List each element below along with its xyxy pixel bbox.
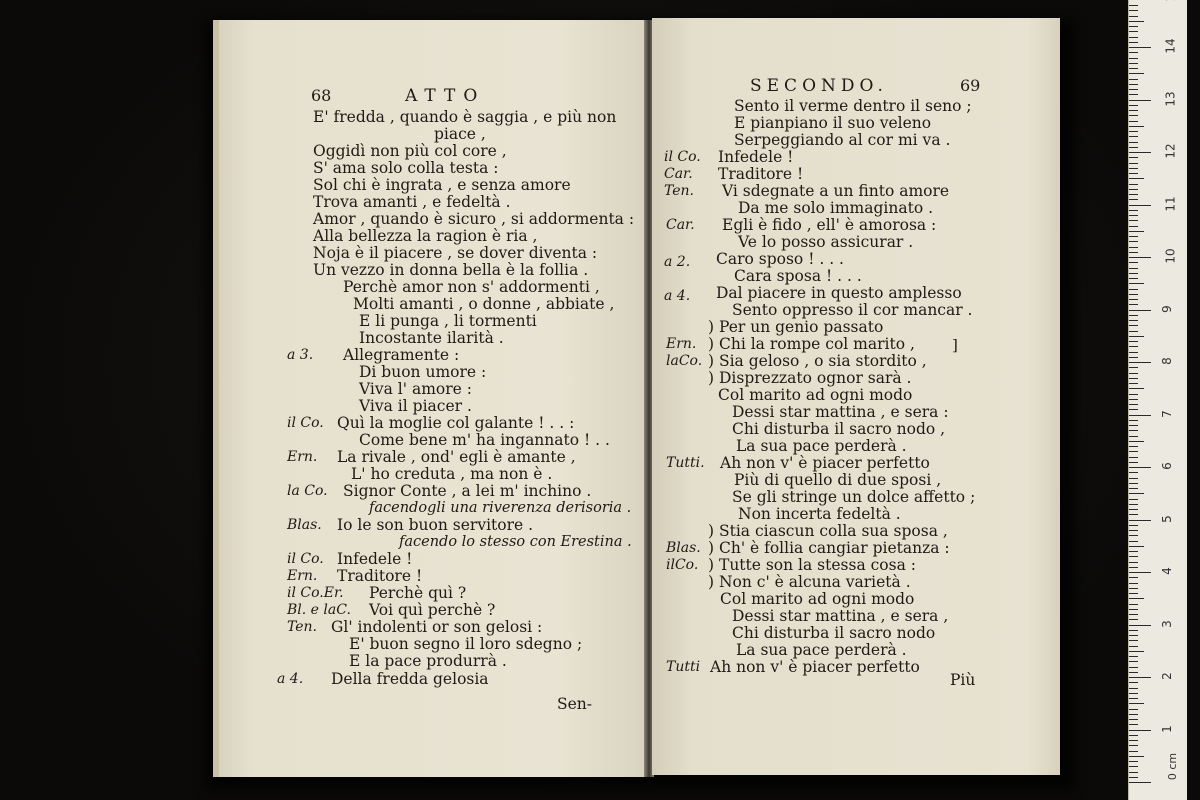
verse-line: Chi disturba il sacro nodo ,: [732, 420, 946, 438]
ruler-tick: [1129, 535, 1138, 536]
ruler-tick: [1129, 79, 1138, 80]
verse-line: Ah non v' è piacer perfetto: [710, 658, 920, 676]
ruler-tick: [1129, 346, 1138, 347]
ruler-tick: [1129, 761, 1138, 762]
ruler-number: [1164, 0, 1178, 1]
verse-line: Sento il verme dentro il seno ;: [734, 97, 972, 115]
catchword: Sen-: [557, 695, 593, 713]
ruler-tick: [1129, 619, 1138, 620]
verse-line: Traditore !: [337, 567, 423, 585]
ruler-tick: [1129, 367, 1138, 368]
ruler-tick: [1129, 236, 1138, 237]
ruler-tick: [1129, 672, 1138, 673]
verse-line: Perchè quì ?: [369, 584, 467, 602]
ruler-tick: [1129, 656, 1138, 657]
stage-direction: facendo lo stesso con Erestina .: [399, 534, 632, 550]
ruler-tick: [1129, 273, 1138, 274]
ruler-tick: [1129, 252, 1138, 253]
verse-line: Sol chi è ingrata , e senza amore: [313, 176, 571, 194]
ruler-tick: [1129, 635, 1138, 636]
ruler-tick: [1129, 766, 1138, 767]
verse-line: E la pace produrrà .: [349, 652, 507, 670]
ruler-tick: [1129, 546, 1144, 547]
ruler-number: 5: [1159, 514, 1174, 523]
ruler-tick: [1129, 425, 1138, 426]
ruler-tick: [1129, 604, 1138, 605]
verse-line: Voi quì perchè ?: [369, 601, 496, 619]
ruler-number: 3: [1159, 619, 1174, 628]
ruler-tick: [1129, 278, 1138, 279]
verse-line: ) Ch' è follia cangiar pietanza :: [708, 539, 950, 557]
ruler-tick: [1129, 740, 1138, 741]
verse-line: ) Tutte son la stessa cosa :: [708, 556, 916, 574]
verse-line: Dessi star mattina , e sera :: [732, 403, 949, 421]
verse-line: E li punga , li tormenti: [359, 312, 537, 330]
ruler-tick: [1129, 588, 1138, 589]
ruler-tick: [1129, 152, 1151, 153]
ruler-tick: [1129, 262, 1138, 263]
ruler-tick: [1129, 178, 1144, 179]
ruler-tick: [1129, 782, 1151, 783]
ruler-tick: [1129, 10, 1138, 11]
ruler-tick: [1129, 751, 1138, 752]
verse-line: ) Non c' è alcuna varietà .: [708, 573, 911, 591]
ruler-tick: [1129, 730, 1151, 731]
ruler-tick: [1129, 478, 1138, 479]
verse-line: ) Chi la rompe col marito ,: [708, 335, 915, 353]
ruler-tick: [1129, 677, 1151, 678]
ruler-tick: [1129, 525, 1138, 526]
speaker-label: a 2.: [664, 254, 691, 270]
ruler-tick: [1129, 509, 1138, 510]
ruler-tick: [1129, 504, 1138, 505]
ruler-tick: [1129, 719, 1138, 720]
verse-line: Dal piacere in questo amplesso: [716, 284, 962, 302]
verse-line: Viva il piacer .: [359, 397, 472, 415]
ruler-tick: [1129, 436, 1138, 437]
verse-line: Sento oppresso il cor mancar .: [732, 301, 973, 319]
ruler-tick: [1129, 562, 1138, 563]
verse-line: ) Per un genio passato: [708, 318, 884, 336]
ruler-tick: [1129, 304, 1138, 305]
verse-line: La sua pace perderà .: [736, 437, 907, 455]
ruler-tick: [1129, 651, 1144, 652]
ruler-tick: [1129, 94, 1138, 95]
ruler-number: 7: [1159, 409, 1174, 418]
ruler-tick: [1129, 640, 1138, 641]
verse-line: Chi disturba il sacro nodo: [732, 624, 936, 642]
ruler-tick: [1129, 26, 1138, 27]
ruler-number: 10: [1163, 248, 1178, 264]
speaker-label: a 4.: [277, 671, 304, 687]
speaker-label: la Co.: [287, 483, 328, 499]
ruler-tick: [1129, 37, 1138, 38]
ruler-tick: [1129, 189, 1138, 190]
ruler-tick: [1129, 105, 1138, 106]
ruler-tick: [1129, 530, 1138, 531]
verse-line: ) Stia ciascun colla sua sposa ,: [708, 522, 948, 540]
verse-line: Col marito ad ogni modo: [720, 590, 915, 608]
speaker-label: il Co.: [287, 551, 324, 567]
speaker-label: Ern.: [666, 336, 697, 352]
ruler-number: 12: [1163, 143, 1178, 159]
ruler-tick: [1129, 693, 1138, 694]
speaker-label: Ten.: [287, 619, 318, 635]
ruler-tick: [1129, 556, 1138, 557]
verse-line: Col marito ad ogni modo: [718, 386, 913, 404]
ruler-tick: [1129, 320, 1138, 321]
ruler-tick: [1129, 409, 1138, 410]
ruler-tick: [1129, 310, 1151, 311]
ruler-tick: [1129, 583, 1138, 584]
ruler-tick: [1129, 220, 1138, 221]
ruler-tick: [1129, 110, 1138, 111]
ruler-number: 4: [1159, 567, 1174, 575]
ruler-tick: [1129, 383, 1138, 384]
ruler-tick: [1129, 142, 1138, 143]
ruler-tick: [1129, 625, 1151, 626]
speaker-label: a 4.: [664, 288, 691, 304]
verse-line: Caro sposo ! . . .: [716, 250, 844, 268]
ruler-number: 11: [1163, 195, 1178, 212]
ruler-tick: [1129, 126, 1144, 127]
ruler-tick: [1129, 514, 1138, 515]
ruler-tick: [1129, 184, 1138, 185]
ruler-tick: [1129, 241, 1138, 242]
ruler-tick: [1129, 472, 1138, 473]
verse-line: Trova amanti , e fedeltà .: [313, 193, 511, 211]
ruler-tick: [1129, 373, 1138, 374]
verse-line: Noja è il piacere , se dover diventa :: [313, 244, 598, 262]
verse-line: La rivale , ond' egli è amante ,: [337, 448, 576, 466]
ruler-tick: [1129, 646, 1138, 647]
verse-line: Incostante ilarità .: [359, 329, 504, 347]
verse-line: Vi sdegnate a un finto amore: [722, 182, 950, 200]
ruler-tick: [1129, 31, 1138, 32]
ruler-tick: [1129, 714, 1138, 715]
verse-line: Infedele !: [337, 550, 413, 568]
ruler-tick: [1129, 58, 1138, 59]
ruler-number: 14: [1163, 38, 1178, 54]
ruler-tick: [1129, 199, 1138, 200]
ruler-tick: [1129, 226, 1138, 227]
ruler-tick: [1129, 362, 1151, 363]
ruler-tick: [1129, 488, 1138, 489]
speaker-label: Blas.: [287, 517, 322, 533]
ruler-tick: [1129, 551, 1138, 552]
ruler-tick: [1129, 703, 1144, 704]
ruler-tick: [1129, 682, 1138, 683]
verse-line: Viva l' amore :: [359, 380, 472, 398]
ruler-tick: [1129, 247, 1138, 248]
ruler-tick: [1129, 68, 1138, 69]
verse-line: Molti amanti , o donne , abbiate ,: [353, 295, 615, 313]
ruler-tick: [1129, 698, 1138, 699]
verse-line: E' buon segno il loro sdegno ;: [349, 635, 583, 653]
ruler-tick: [1129, 493, 1144, 494]
ruler-tick: [1129, 173, 1138, 174]
ruler-tick: [1129, 735, 1138, 736]
ruler-tick: [1129, 168, 1138, 169]
ruler-tick: [1129, 268, 1138, 269]
ruler-tick: [1129, 163, 1138, 164]
ruler-tick: [1129, 147, 1138, 148]
ruler-tick: [1129, 724, 1138, 725]
ruler-tick: [1129, 609, 1138, 610]
verse-line: Gl' indolenti or son gelosi :: [331, 618, 543, 636]
ruler-tick: [1129, 399, 1138, 400]
ruler-tick: [1129, 577, 1138, 578]
ruler-tick: [1129, 630, 1138, 631]
left-page: [213, 20, 647, 777]
ruler-tick: [1129, 231, 1144, 232]
verse-line: Traditore !: [718, 165, 804, 183]
ruler-tick: [1129, 47, 1151, 48]
verse-line: E pianpiano il suo veleno: [734, 114, 932, 132]
measuring-ruler: [1128, 0, 1187, 800]
ruler-tick: [1129, 520, 1151, 521]
speaker-label: Ern.: [287, 568, 318, 584]
ruler-tick: [1129, 777, 1138, 778]
ruler-tick: [1129, 457, 1138, 458]
verse-line: Perchè amor non s' addormenti ,: [343, 278, 600, 296]
speaker-label: a 3.: [287, 347, 314, 363]
ruler-tick: [1129, 394, 1138, 395]
ruler-tick: [1129, 572, 1151, 573]
ruler-tick: [1129, 194, 1138, 195]
verse-line: L' ho creduta , ma non è .: [351, 465, 553, 483]
right-page-number: 69: [960, 76, 981, 95]
ruler-tick: [1129, 157, 1138, 158]
speaker-label: Bl. e laC.: [287, 602, 351, 618]
ruler-tick: [1129, 499, 1138, 500]
ruler-tick: [1129, 451, 1138, 452]
ruler-tick: [1129, 483, 1138, 484]
ruler-tick: [1129, 688, 1138, 689]
ruler-tick: [1129, 661, 1138, 662]
ruler-tick: [1129, 756, 1144, 757]
left-page-header: ATTO: [405, 86, 486, 106]
verse-line: Un vezzo in donna bella è la follia .: [313, 261, 589, 279]
ruler-tick: [1129, 73, 1144, 74]
ruler-number: 9: [1159, 304, 1174, 313]
ruler-tick: [1129, 378, 1138, 379]
ruler-tick: [1129, 5, 1138, 6]
ruler-tick: [1129, 420, 1138, 421]
ruler-tick: [1129, 283, 1144, 284]
bracket-mark: ]: [952, 336, 958, 354]
speaker-label: Car.: [666, 217, 695, 233]
ruler-tick: [1129, 441, 1144, 442]
verse-line: ) Sia geloso , o sia stordito ,: [708, 352, 927, 370]
ruler-tick: [1129, 21, 1144, 22]
ruler-tick: [1129, 388, 1144, 389]
ruler-tick: [1129, 210, 1138, 211]
verse-line: Non incerta fedeltà .: [738, 505, 901, 523]
ruler-tick: [1129, 131, 1138, 132]
ruler-tick: [1129, 121, 1138, 122]
verse-line: Quì la moglie col galante ! . . :: [337, 414, 575, 432]
ruler-tick: [1129, 541, 1138, 542]
verse-line: Se gli stringe un dolce affetto ;: [732, 488, 976, 506]
verse-line: Oggidì non più col core ,: [313, 142, 507, 160]
speaker-label: il Co.: [664, 149, 701, 165]
ruler-tick: [1129, 593, 1138, 594]
speaker-label: Tutti: [666, 659, 701, 675]
ruler-tick: [1129, 614, 1138, 615]
ruler-tick: [1129, 352, 1138, 353]
ruler-number: 2: [1159, 672, 1174, 680]
right-page-header: SECONDO.: [750, 76, 888, 96]
ruler-tick: [1129, 89, 1138, 90]
ruler-tick: [1129, 331, 1138, 332]
ruler-tick: [1129, 257, 1151, 258]
ruler-tick: [1129, 709, 1138, 710]
ruler-tick: [1129, 598, 1144, 599]
stage-direction: facendogli una riverenza derisoria .: [369, 500, 632, 516]
verse-line: piace ,: [434, 125, 486, 143]
ruler-tick: [1129, 446, 1138, 447]
ruler-tick: [1129, 404, 1138, 405]
ruler-tick: [1129, 294, 1138, 295]
ruler-tick: [1129, 299, 1138, 300]
verse-line: Serpeggiando al cor mi va .: [734, 131, 951, 149]
ruler-tick: [1129, 772, 1138, 773]
verse-line: Alla bellezza la ragion è ria ,: [313, 227, 538, 245]
verse-line: Egli è fido , ell' è amorosa :: [722, 216, 937, 234]
verse-line: Ve lo posso assicurar .: [738, 233, 914, 251]
ruler-tick: [1129, 42, 1138, 43]
speaker-label: il Co.Er.: [287, 585, 344, 601]
speaker-label: Car.: [664, 166, 693, 182]
verse-line: Cara sposa ! . . .: [734, 267, 862, 285]
ruler-tick: [1129, 567, 1138, 568]
ruler-tick: [1129, 136, 1138, 137]
ruler-tick: [1129, 325, 1138, 326]
speaker-label: laCo.: [666, 353, 703, 369]
verse-line: Da me solo immaginato .: [738, 199, 934, 217]
verse-line: S' ama solo colla testa :: [313, 159, 499, 177]
right-page: [652, 18, 1060, 775]
verse-line: Infedele !: [718, 148, 794, 166]
ruler-tick: [1129, 667, 1138, 668]
verse-line: Della fredda gelosia: [331, 670, 489, 688]
speaker-label: il Co.: [287, 415, 324, 431]
ruler-tick: [1129, 16, 1138, 17]
ruler-tick: [1129, 745, 1138, 746]
verse-line: Di buon umore :: [359, 363, 487, 381]
left-page-number: 68: [311, 86, 332, 105]
catchword: Più: [950, 671, 976, 689]
ruler-tick: [1129, 336, 1144, 337]
ruler-tick: [1129, 84, 1138, 85]
verse-line: Più di quello di due sposi ,: [734, 471, 942, 489]
verse-line: E' fredda , quando è saggia , e più non: [313, 108, 617, 126]
speaker-label: Blas.: [666, 540, 701, 556]
ruler-tick: [1129, 52, 1138, 53]
ruler-tick: [1129, 315, 1138, 316]
ruler-tick: [1129, 115, 1138, 116]
speaker-label: Ern.: [287, 449, 318, 465]
ruler-tick: [1129, 462, 1138, 463]
verse-line: ) Disprezzato ognor sarà .: [708, 369, 912, 387]
verse-line: Signor Conte , a lei m' inchino .: [343, 482, 592, 500]
verse-line: Ah non v' è piacer perfetto: [720, 454, 930, 472]
ruler-tick: [1129, 100, 1151, 101]
verse-line: Dessi star mattina , e sera ,: [732, 607, 949, 625]
ruler-tick: [1129, 415, 1151, 416]
ruler-tick: [1129, 357, 1138, 358]
ruler-number: 13: [1163, 90, 1178, 107]
ruler-tick: [1129, 289, 1138, 290]
verse-line: Amor , quando è sicuro , si addormenta :: [313, 210, 635, 228]
verse-line: La sua pace perderà .: [736, 641, 907, 659]
ruler-tick: [1129, 430, 1138, 431]
ruler-number: 1: [1159, 724, 1174, 733]
ruler-tick: [1129, 341, 1138, 342]
speaker-label: Ten.: [664, 183, 695, 199]
ruler-unit-label: 0 cm: [1166, 752, 1180, 781]
ruler-tick: [1129, 467, 1151, 468]
verse-line: Allegramente :: [343, 346, 460, 364]
verse-line: Come bene m' ha ingannato ! . .: [359, 431, 610, 449]
ruler-number: 8: [1159, 357, 1174, 365]
ruler-tick: [1129, 63, 1138, 64]
ruler-tick: [1129, 205, 1151, 206]
speaker-label: ilCo.: [666, 557, 699, 573]
ruler-number: 6: [1159, 462, 1174, 470]
speaker-label: Tutti.: [666, 455, 705, 471]
verse-line: Io le son buon servitore .: [337, 516, 534, 534]
ruler-tick: [1129, 215, 1138, 216]
